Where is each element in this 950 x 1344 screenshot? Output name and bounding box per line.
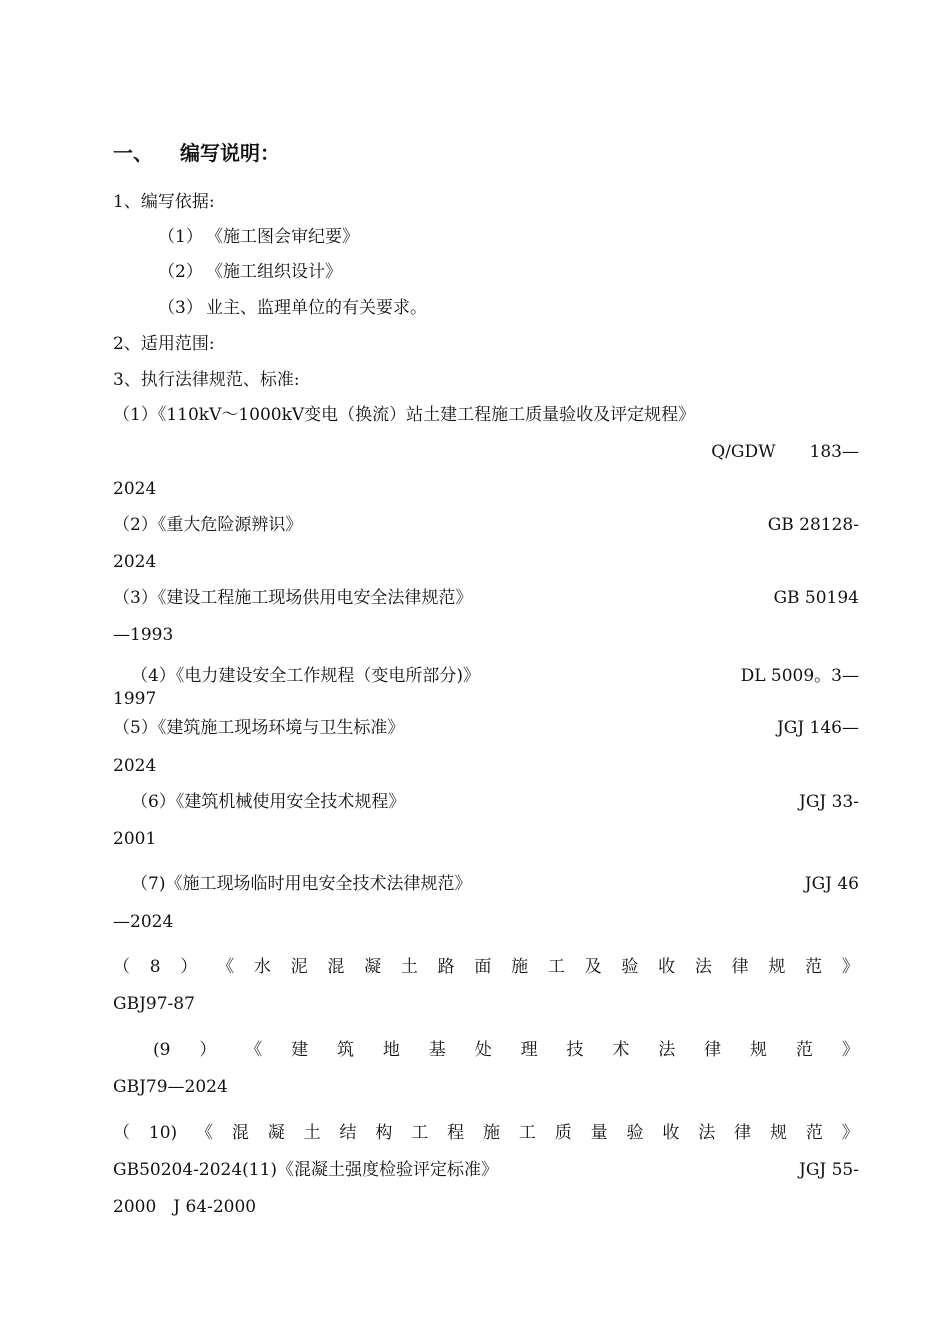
basis-item-text: 《施工图会审纪要》 — [206, 227, 359, 247]
title-char: 混 — [327, 957, 345, 977]
title-char: 规 — [770, 1123, 788, 1143]
section-heading — [113, 141, 859, 165]
standard-3-year: —1993 — [113, 625, 174, 645]
title-char: 路 — [437, 957, 455, 977]
title-char: （ — [113, 957, 130, 977]
title-char: 10) — [148, 1123, 178, 1143]
standard-8-code: GBJ97-87 — [113, 994, 195, 1014]
standard-6-year: 2001 — [113, 829, 157, 849]
title-char: 范 — [805, 957, 823, 977]
title-char: 构 — [375, 1123, 393, 1143]
basis-item-1 — [158, 227, 904, 247]
title-char: 土 — [400, 957, 418, 977]
standard-5 — [113, 718, 859, 738]
title-char: 量 — [590, 1123, 608, 1143]
title-char: 质 — [554, 1123, 572, 1143]
title-char: 》 — [841, 957, 859, 977]
title-char: 规 — [750, 1040, 768, 1060]
title-char: 基 — [428, 1040, 446, 1060]
title-char: 施 — [511, 957, 529, 977]
title-char: 程 — [447, 1123, 465, 1143]
standard-2-year: 2024 — [113, 552, 157, 572]
title-char: 验 — [626, 1123, 644, 1143]
title-char: 凝 — [267, 1123, 285, 1143]
title-char: 泥 — [290, 957, 308, 977]
title-char: 8 — [149, 957, 161, 977]
title-char: 《 — [196, 1123, 214, 1143]
title-char: 凝 — [364, 957, 382, 977]
standard-code: JGJ 33- — [799, 792, 859, 812]
standard-7-year: —2024 — [113, 912, 174, 932]
title-char: 收 — [662, 1123, 680, 1143]
basis-item-3 — [158, 298, 904, 318]
title-char: 律 — [731, 957, 749, 977]
standard-10-cont — [113, 1160, 859, 1180]
title-char: (9 — [153, 1040, 171, 1060]
standard-9-code: GBJ79—2024 — [113, 1077, 228, 1097]
heading-title: 编写说明： — [180, 141, 280, 165]
title-char: 工 — [411, 1123, 429, 1143]
title-char: 混 — [231, 1123, 249, 1143]
title-char: 施 — [483, 1123, 501, 1143]
standard-title: （2）《重大危险源辨识》 — [113, 515, 303, 535]
standard-title: （4）《电力建设安全工作规程（变电所部分)》 — [131, 666, 480, 686]
standard-2 — [113, 515, 859, 535]
title-char: 范 — [795, 1040, 813, 1060]
standard-9-title — [153, 1040, 859, 1060]
title-char: 法 — [698, 1123, 716, 1143]
standard-6 — [131, 792, 859, 812]
title-char: 术 — [612, 1040, 630, 1060]
title-char: 收 — [658, 957, 676, 977]
title-char: 法 — [658, 1040, 676, 1060]
heading-number: 一、 — [113, 141, 153, 165]
standard-code: Q/GDW 183— — [711, 442, 859, 462]
basis-item-text: 《施工组织设计》 — [206, 262, 342, 282]
basis-item-number: （3） — [158, 298, 203, 318]
basis-item-2 — [158, 262, 904, 282]
title-char: 《 — [217, 957, 235, 977]
title-char: 建 — [291, 1040, 309, 1060]
title-char: 工 — [518, 1123, 536, 1143]
standard-4-year: 1997 — [113, 689, 157, 709]
basis-item-number: （2） — [158, 262, 203, 282]
standard-title: GB50204-2024(11)《混凝土强度检验评定标准》 — [113, 1160, 499, 1180]
title-char: 地 — [382, 1040, 400, 1060]
standard-code: GB 50194 — [773, 588, 859, 608]
title-char: 规 — [768, 957, 786, 977]
standard-1-year: 2024 — [113, 479, 157, 499]
standard-code: DL 5009。3— — [740, 666, 859, 686]
standard-code: GB 28128- — [767, 515, 859, 535]
standard-1-title: （1）《110kV～1000kV变电（换流）站土建工程施工质量验收及评定规程》 — [113, 405, 696, 425]
title-char: ） — [199, 1040, 217, 1060]
title-char: 筑 — [337, 1040, 355, 1060]
basis-item-text: 业主、监理单位的有关要求。 — [206, 298, 427, 318]
basis-item-number: （1） — [158, 227, 203, 247]
title-char: 处 — [474, 1040, 492, 1060]
title-char: （ — [113, 1123, 130, 1143]
title-char: 水 — [253, 957, 271, 977]
title-char: 法 — [694, 957, 712, 977]
title-char: 理 — [520, 1040, 538, 1060]
title-char: 及 — [584, 957, 602, 977]
standard-title: （5）《建筑施工现场环境与卫生标准》 — [113, 718, 405, 738]
section2-title: 2、适用范围: — [113, 334, 215, 354]
standard-3 — [113, 588, 859, 608]
title-char: ） — [180, 957, 198, 977]
section3-title: 3、执行法律规范、标准: — [113, 370, 300, 390]
title-char: 验 — [621, 957, 639, 977]
standard-code: JGJ 146— — [776, 718, 859, 738]
standard-code: JGJ 55- — [799, 1160, 859, 1180]
title-char: 技 — [566, 1040, 584, 1060]
standard-title: （7)《施工现场临时用电安全技术法律规范》 — [131, 874, 472, 894]
title-char: 律 — [704, 1040, 722, 1060]
title-char: 工 — [547, 957, 565, 977]
title-char: 土 — [303, 1123, 321, 1143]
standard-10-title — [113, 1123, 859, 1143]
title-char: 《 — [245, 1040, 263, 1060]
title-char: 》 — [841, 1040, 859, 1060]
standard-7 — [131, 874, 859, 894]
standard-4 — [131, 666, 859, 686]
section1-title: 1、编写依据: — [113, 192, 215, 212]
standard-5-year: 2024 — [113, 756, 157, 776]
title-char: 范 — [805, 1123, 823, 1143]
standard-title: （3）《建设工程施工现场供用电安全法律规范》 — [113, 588, 473, 608]
standard-title: （6）《建筑机械使用安全技术规程》 — [131, 792, 406, 812]
title-char: 律 — [734, 1123, 752, 1143]
title-char: 》 — [841, 1123, 859, 1143]
standard-11-code: 2000 J 64-2000 — [113, 1197, 257, 1217]
title-char: 结 — [339, 1123, 357, 1143]
standard-8-title — [113, 957, 859, 977]
standard-code: JGJ 46 — [804, 874, 859, 894]
title-char: 面 — [474, 957, 492, 977]
